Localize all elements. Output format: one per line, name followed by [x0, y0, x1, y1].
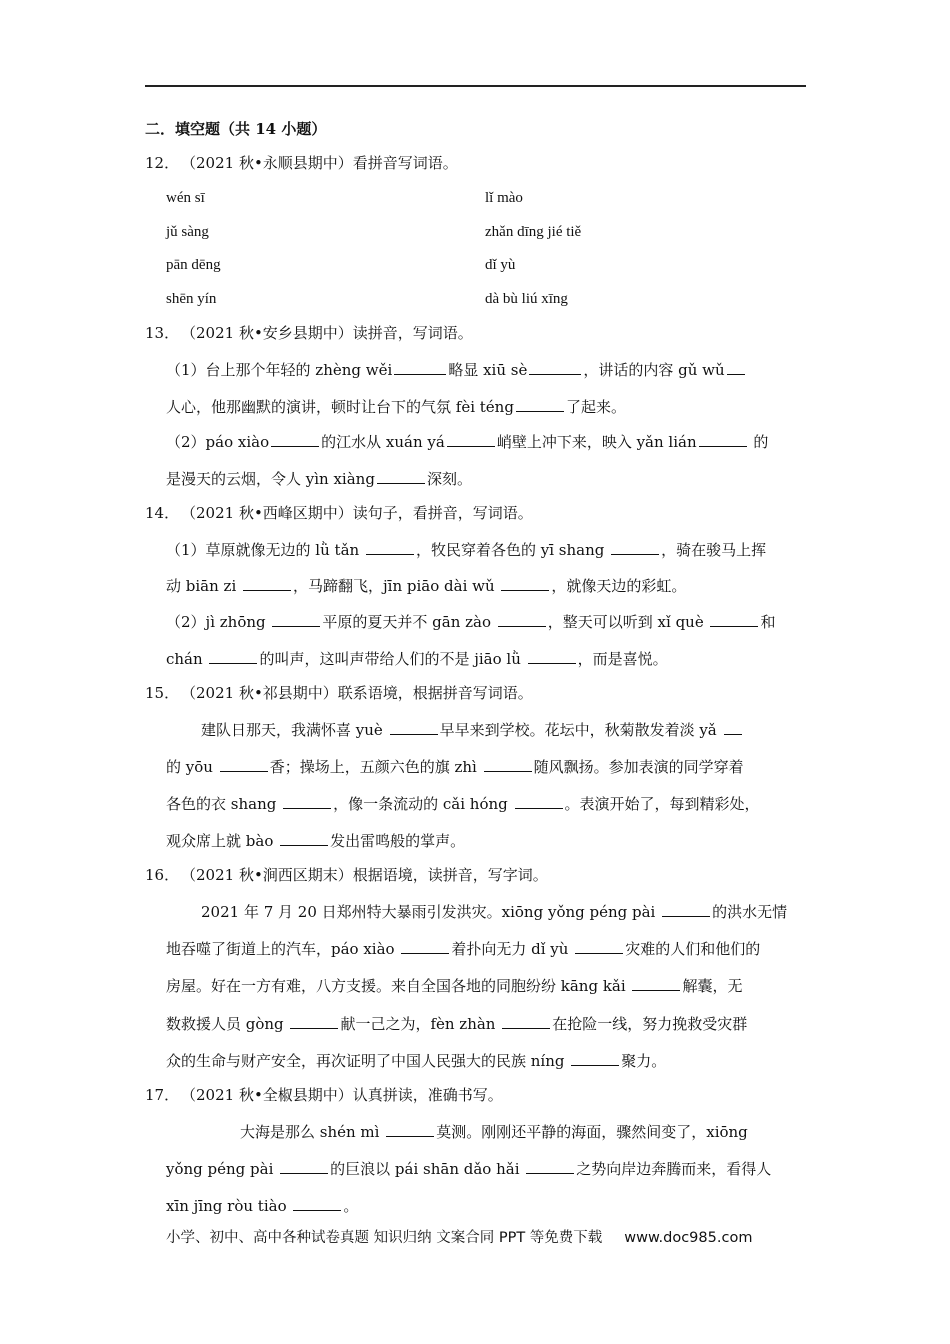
- pinyin-8: dà bù liú xīng: [485, 291, 568, 307]
- section-title: 二．填空题（共 14 小题）: [145, 120, 327, 138]
- answer-blank[interactable]: [366, 539, 414, 555]
- header-rule: [145, 85, 806, 87]
- answer-blank[interactable]: [293, 1195, 341, 1211]
- q15-line-1: 建队日那天，我满怀喜 yuè 早早来到学校。花坛中，秋菊散发着淡 yǎ: [201, 719, 841, 740]
- answer-blank[interactable]: [386, 1121, 434, 1137]
- question-14: 14． （2021 秋•西峰区期中）读句子，看拼音，写词语。: [145, 504, 533, 522]
- q14-line-1: （1）草原就像无边的 lǜ tǎn ，牧民穿着各色的 yī shang ，骑在骏马上挥: [166, 541, 767, 559]
- q13-line-3: （2）páo xiào 的江水从 xuán yá 峭壁上冲下来，映入 yǎn lián 的: [166, 433, 769, 451]
- pinyin-3: jǔ sàng: [166, 224, 209, 240]
- answer-blank[interactable]: [529, 359, 581, 375]
- q14-line-4: chán 的叫声，这叫声带给人们的不是 jiāo lǜ ，而是喜悦。: [166, 650, 668, 668]
- pinyin-2: lǐ mào: [485, 190, 523, 206]
- answer-blank[interactable]: [290, 1013, 338, 1029]
- answer-blank[interactable]: [401, 938, 449, 954]
- q13-line-2: 人心，他那幽默的演讲，顿时让台下的气氛 fèi téng 了起来。: [166, 398, 626, 416]
- pinyin-4: zhǎn dīng jié tiě: [485, 224, 582, 240]
- answer-blank[interactable]: [611, 539, 659, 555]
- question-13: 13． （2021 秋•安乡县期中）读拼音，写词语。: [145, 324, 473, 342]
- answer-blank[interactable]: [727, 359, 745, 375]
- answer-blank[interactable]: [571, 1050, 619, 1066]
- answer-blank[interactable]: [447, 431, 495, 447]
- answer-blank[interactable]: [280, 1158, 328, 1174]
- q17-line-3: xīn jīng ròu tiào 。: [166, 1197, 359, 1215]
- q14-line-2: 动 biān zi ，马蹄翻飞，jīn piāo dài wǔ ，就像天边的彩虹。: [166, 577, 687, 595]
- pinyin-1: wén sī: [166, 190, 205, 206]
- answer-blank[interactable]: [662, 901, 710, 917]
- q16-line-2: 地吞噬了街道上的汽车，páo xiào 着扑向无力 dǐ yù 灾难的人们和他们的: [166, 940, 761, 958]
- q17-line-1: 大海是那么 shén mì 莫测。刚刚还平静的海面，骤然间变了，xiōng: [240, 1123, 748, 1141]
- footer: [166, 1226, 752, 1247]
- question-15: 15． （2021 秋•祁县期中）联系语境，根据拼音写词语。: [145, 684, 533, 702]
- q15-line-3: 各色的衣 shang ，像一条流动的 cǎi hóng 。表演开始了，每到精彩处，: [166, 795, 760, 813]
- q17-line-2: yǒng péng pài 的巨浪以 pái shān dǎo hǎi 之势向岸边奔腾而来，看得人: [166, 1160, 772, 1178]
- pinyin-7: shēn yín: [166, 291, 217, 307]
- footer-text: 小学、初中、高中各种试卷真题 知识归纳 文案合同 PPT 等免费下载: [166, 1230, 603, 1246]
- pinyin-6: dǐ yù: [485, 257, 516, 273]
- answer-blank[interactable]: [502, 1013, 550, 1029]
- q16-line-4: 数救援人员 gòng 献一己之为，fèn zhàn 在抢险一线，努力挽救受灾群: [166, 1015, 748, 1033]
- answer-blank[interactable]: [209, 648, 257, 664]
- q15-line-4: 观众席上就 bào 发出雷鸣般的掌声。: [166, 832, 466, 850]
- answer-blank[interactable]: [272, 611, 320, 627]
- answer-blank[interactable]: [528, 648, 576, 664]
- question-17: 17． （2021 秋•全椒县期中）认真拼读，准确书写。: [145, 1086, 503, 1104]
- answer-blank[interactable]: [394, 359, 446, 375]
- answer-blank[interactable]: [243, 575, 291, 591]
- q13-line-4: 是漫天的云烟，令人 yìn xiàng 深刻。: [166, 470, 472, 488]
- answer-blank[interactable]: [484, 756, 532, 772]
- footer-url[interactable]: www.doc985.com: [624, 1230, 753, 1246]
- answer-blank[interactable]: [699, 431, 747, 447]
- question-12: 12． （2021 秋•永顺县期中）看拼音写词语。: [145, 154, 458, 172]
- answer-blank[interactable]: [377, 468, 425, 484]
- answer-blank[interactable]: [710, 611, 758, 627]
- answer-blank[interactable]: [516, 396, 564, 412]
- answer-blank[interactable]: [575, 938, 623, 954]
- q14-line-3: （2）jì zhōng 平原的夏天并不 gān zào ，整天可以听到 xǐ què 和: [166, 613, 776, 631]
- answer-blank[interactable]: [390, 719, 438, 735]
- answer-blank[interactable]: [220, 756, 268, 772]
- answer-blank[interactable]: [271, 431, 319, 447]
- answer-blank[interactable]: [526, 1158, 574, 1174]
- answer-blank[interactable]: [283, 793, 331, 809]
- question-16: 16． （2021 秋•涧西区期末）根据语境，读拼音，写字词。: [145, 866, 548, 884]
- answer-blank[interactable]: [501, 575, 549, 591]
- q16-line-3: 房屋。好在一方有难，八方支援。来自全国各地的同胞纷纷 kāng kǎi 解囊，无: [166, 977, 743, 995]
- answer-blank[interactable]: [724, 719, 742, 735]
- q16-line-1: 2021 年 7 月 20 日郑州特大暴雨引发洪灾。xiōng yǒng péng pài 的洪水无情: [201, 903, 788, 921]
- pinyin-5: pān dēng: [166, 257, 221, 273]
- q13-line-1: （1）台上那个年轻的 zhèng wěi 略显 xiū sè ，讲话的内容 gǔ wǔ: [166, 359, 806, 380]
- answer-blank[interactable]: [632, 975, 680, 991]
- answer-blank[interactable]: [515, 793, 563, 809]
- answer-blank[interactable]: [498, 611, 546, 627]
- q16-line-5: 众的生命与财产安全，再次证明了中国人民强大的民族 níng 聚力。: [166, 1052, 667, 1070]
- answer-blank[interactable]: [280, 830, 328, 846]
- q15-line-2: 的 yōu 香；操场上，五颜六色的旗 zhì 随风飘扬。参加表演的同学穿着: [166, 758, 744, 776]
